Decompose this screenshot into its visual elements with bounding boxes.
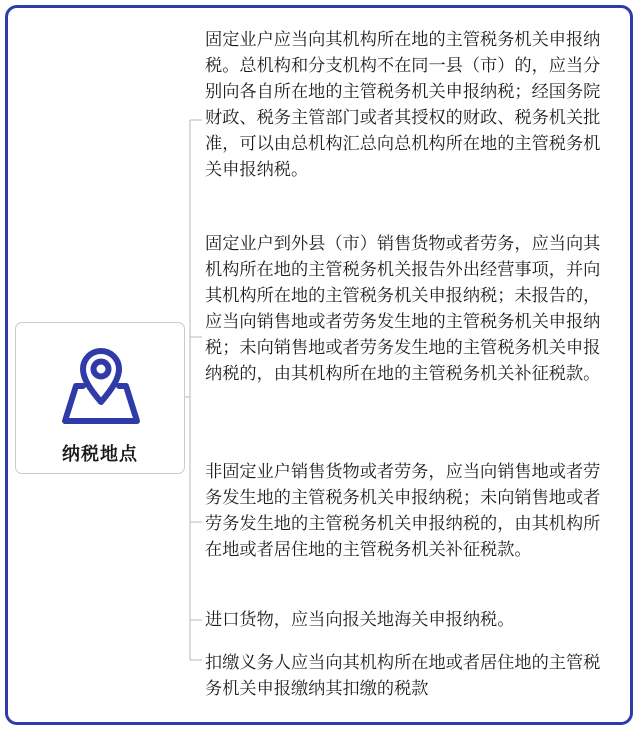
branch-node-1: 固定业户应当向其机构所在地的主管税务机关申报纳税。总机构和分支机构不在同一县（市）的，应当分别向各自所在地的主管税务机关申报纳税；经国务院财政、税务主管部门或者其授权的财政、税务机关批准，可以由总机构汇总向总机构所在地的主管税务机关申报纳税。 <box>205 30 601 180</box>
branch-node-3: 非固定业户销售货物或者劳务，应当向销售地或者劳务发生地的主管税务机关申报纳税；未向销售地或者劳务发生地的主管税务机关申报纳税的，由其机构所在地或者居住地的主管税务机关补征税款。 <box>205 462 601 560</box>
branch-node-5: 扣缴义务人应当向其机构所在地或者居住地的主管税务机关申报缴纳其扣缴的税款 <box>205 653 601 699</box>
root-node <box>15 322 185 474</box>
branch-node-2: 固定业户到外县（市）销售货物或者劳务，应当向其机构所在地的主管税务机关报告外出经营事项，并向其机构所在地的主管税务机关申报纳税；未报告的，应当向销售地或者劳务发生地的主管税务机关申报纳税；未向销售地或者劳务发生地的主管税务机关申报纳税的，由其机构所在地的主管税务机关补征税款。 <box>205 234 601 384</box>
root-label: 纳税地点 <box>62 444 138 465</box>
location-map-icon <box>62 338 140 426</box>
branch-node-4: 进口货物，应当向报关地海关申报纳税。 <box>205 610 515 630</box>
